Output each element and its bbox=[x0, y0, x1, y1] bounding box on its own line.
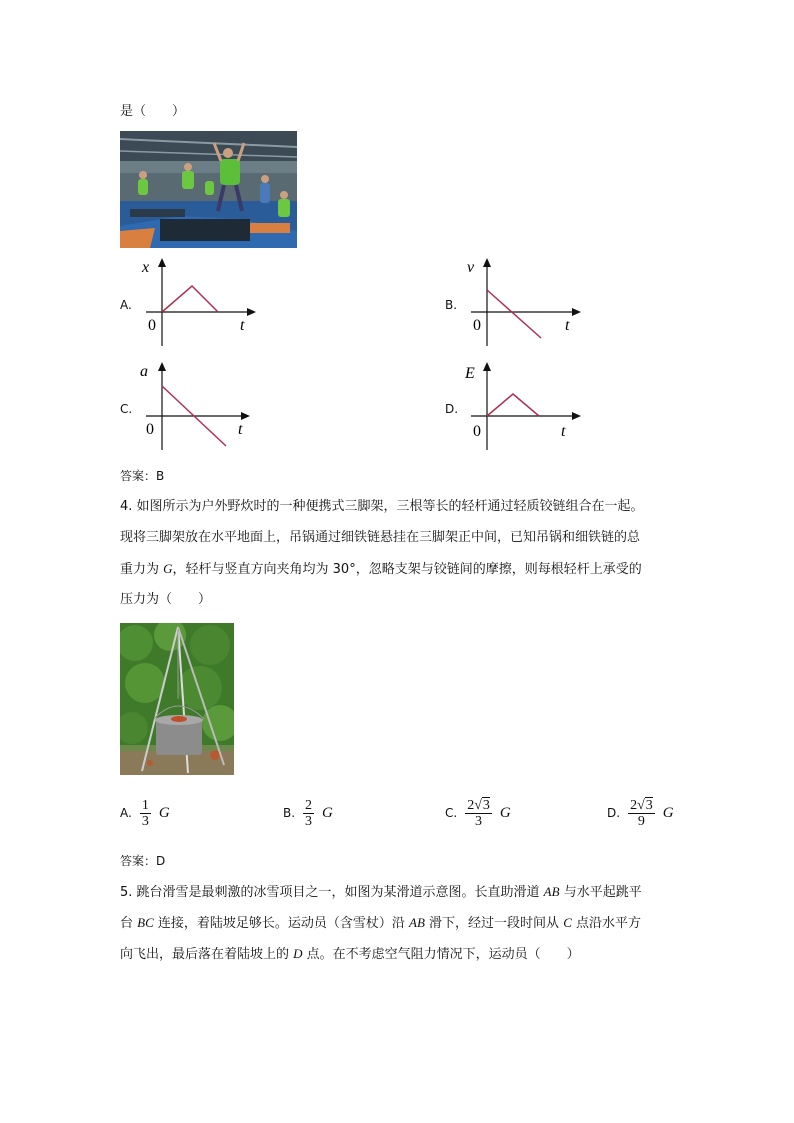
option-a-origin: 0 bbox=[148, 317, 156, 334]
option-d-tlabel: t bbox=[561, 423, 566, 440]
trampoline-jump-photo bbox=[120, 131, 297, 248]
option-d-ylabel: E bbox=[465, 365, 475, 382]
q4-option-b: B. $\frac{2}{3}$ G bbox=[283, 797, 333, 829]
option-a-ylabel: x bbox=[142, 259, 150, 276]
q3-stem-tail: 是（ ） bbox=[120, 104, 186, 119]
option-d-graph bbox=[459, 358, 589, 454]
q4-line1: 4. 如图所示为户外野炊时的一种便携式三脚架，三根等长的轻杆通过轻质铰链组合在一起。 bbox=[120, 499, 644, 514]
option-c-tlabel: t bbox=[238, 421, 243, 438]
option-c-graph bbox=[134, 358, 264, 454]
q4-option-c: C. $\frac{2√3}{3}$ G bbox=[445, 797, 511, 829]
option-d-origin: 0 bbox=[473, 423, 481, 440]
q4-answer: 答案：D bbox=[120, 854, 166, 868]
option-c-letter: C. bbox=[120, 402, 133, 416]
option-a-graph bbox=[134, 254, 264, 350]
q4-line2: 现将三脚架放在水平地面上，吊锅通过细铁链悬挂在三脚架正中间，已知吊锅和细铁链的总 bbox=[120, 530, 641, 545]
q5-line2: 台 BC 连接，着陆坡足够长。运动员（含雪杖）沿 AB 滑下，经过一段时间从 C 点沿水平方 bbox=[120, 915, 641, 931]
tripod-pot-photo bbox=[120, 623, 234, 775]
q4-line4: 压力为（ ） bbox=[120, 592, 212, 607]
q4-line3: 重力为 G，轻杆与竖直方向夹角均为 30°，忽略支架与铰链间的摩擦，则每根轻杆上承受的 bbox=[120, 561, 642, 577]
option-b-tlabel: t bbox=[565, 317, 570, 334]
q5-line1: 5. 跳台滑雪是最刺激的冰雪项目之一，如图为某滑道示意图。长直助滑道 AB 与水平起跳平 bbox=[120, 884, 642, 900]
option-b-ylabel: v bbox=[467, 259, 475, 276]
q4-option-a: A. $\frac{1}{3}$ G bbox=[120, 797, 170, 829]
option-c-origin: 0 bbox=[146, 421, 154, 438]
q4-option-d: D. $\frac{2√3}{9}$ G bbox=[607, 797, 674, 829]
option-a-tlabel: t bbox=[240, 317, 245, 334]
option-d-letter: D. bbox=[445, 402, 459, 416]
option-a-letter: A. bbox=[120, 298, 132, 312]
q3-answer: 答案：B bbox=[120, 469, 165, 483]
option-b-graph bbox=[459, 254, 589, 350]
q5-line3: 向飞出，最后落在着陆坡上的 D 点。在不考虑空气阻力情况下，运动员（ ） bbox=[120, 946, 580, 962]
option-b-letter: B. bbox=[445, 298, 458, 312]
option-b-origin: 0 bbox=[473, 317, 481, 334]
option-c-ylabel: a bbox=[140, 363, 148, 380]
